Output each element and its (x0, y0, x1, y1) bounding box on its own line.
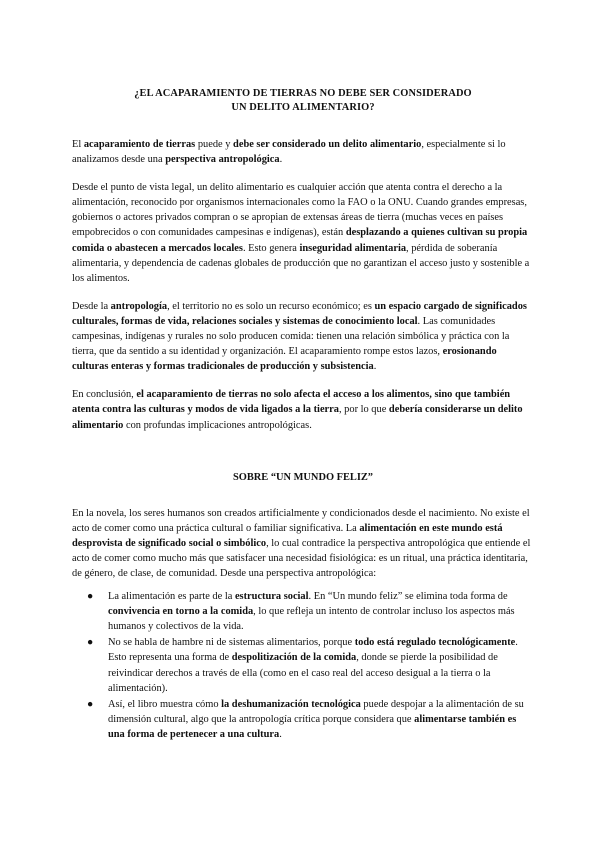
text-run: En la novela, los seres humanos son creados artificialmente y condicionados desde el nacimiento. No existe el acto de comer como una práctica cultural o familiar significativa. La (72, 507, 530, 534)
bold-text: erosionando culturas enteras y formas tradicionales de producción y subsistencia (72, 346, 497, 373)
title-line-2: UN DELITO ALIMENTARIO? (231, 102, 375, 113)
list-item (72, 697, 534, 742)
text-run: , especialmente si lo analizamos desde una (72, 139, 506, 166)
text-run: No se habla de hambre ni de sistemas alimentarios, porque (108, 637, 355, 649)
bold-text: estructura social (234, 591, 309, 603)
bullet-list (72, 589, 534, 742)
text-run: con profundas implicaciones antropológicas. (123, 419, 312, 431)
paragraph-conclusion (72, 387, 534, 432)
list-item-text (108, 637, 518, 693)
bold-text: la deshumanización tecnológica (221, 698, 361, 710)
text-run: . En “Un mundo feliz” se elimina toda forma de (308, 591, 508, 603)
bullet-icon: ● (87, 637, 94, 649)
bold-text: debe ser considerado un delito alimentario (233, 139, 422, 150)
text-run: La alimentación es parte de la (108, 591, 235, 603)
bold-text: convivencia en torno a la comida (108, 606, 254, 618)
text-run: Desde el punto de vista legal, un delito alimentario es cualquier acción que atenta contra el derecho a la alimentación, reconocido por organismos internacionales como la FAO o la ONU. Cuando grandes empresas, gobiernos o actores privados compran o se apropian de extensas áreas de tierra (muchas veces en países empobrecidos o con comunidades campesinas e indígenas), están (72, 182, 527, 239)
document-title (72, 87, 534, 115)
text-run: . (373, 361, 377, 373)
text-run: puede y (195, 139, 234, 150)
bold-text: acaparamiento de tierras (83, 139, 196, 150)
text-run: , el territorio no es solo un recurso económico; es (167, 300, 375, 312)
list-item-text (108, 591, 515, 632)
title-line-1: ¿EL ACAPARAMIENTO DE TIERRAS NO DEBE SER CONSIDERADO (134, 88, 472, 99)
bullet-icon: ● (87, 591, 94, 603)
bold-text: perspectiva antropológica (165, 154, 280, 166)
text-run: , por lo que (338, 404, 389, 416)
text-run: . Las comunidades campesinas, indígenas y rurales no solo producen comida: tienen una relación simbólica y práctica con la tierra, que da sentido a su identidad y organización. El acaparamiento rompe estos lazos, (72, 315, 510, 358)
paragraph-novel (72, 506, 534, 581)
paragraph-legal (72, 180, 534, 286)
text-run: , donde se pierde la posibilidad de reivindicar derechos a través de ella (como en el caso real del acceso desigual a la tierra o la alimentación). (108, 652, 498, 694)
bullet-icon: ● (87, 698, 94, 710)
bold-text: alimentación en este mundo está desprovista de significado social o simbólico (72, 522, 503, 549)
text-run: En conclusión, (72, 389, 137, 401)
text-run: . Esto genera (242, 242, 300, 254)
text-run: . (279, 728, 282, 740)
text-run: Así, el libro muestra cómo (108, 698, 222, 710)
text-run: El (72, 139, 84, 150)
bold-text: desplazando a quienes cultivan su propia comida o abastecen a mercados locales (72, 227, 528, 254)
bold-text: antropología (110, 300, 168, 312)
text-run: . Esto representa una forma de (108, 637, 518, 664)
bold-text: todo está regulado tecnológicamente (354, 637, 516, 649)
bold-text: el acaparamiento de tierras no solo afecta el acceso a los alimentos, sino que también atenta contra las culturas y modos de vida ligados a la tierra (72, 389, 511, 416)
text-run: . (279, 154, 283, 166)
text-run: , lo que refleja un intento de controlar incluso los aspectos más humanos y colectivos de la vida. (108, 606, 515, 633)
text-run: , lo cual contradice la perspectiva antropológica que entiende el acto de comer como mucho más que satisfacer una necesidad fisiológica: es un ritual, una práctica identitaria, de género, de clase, de comunidad. Desde una perspectiva antropológica: (72, 537, 531, 579)
list-item (72, 635, 534, 695)
document-body (72, 87, 534, 743)
paragraph-intro (72, 137, 534, 167)
text-run: , pérdida de soberanía alimentaria, y dependencia de cadenas globales de producción que no garantizan el acceso justo y sostenible a los alimentos. (72, 242, 530, 284)
bold-text: un espacio cargado de significados culturales, formas de vida, relaciones sociales y sistemas de conocimiento local (72, 300, 527, 327)
list-item (72, 589, 534, 634)
text-run: puede despojar a la alimentación de su dimensión cultural, algo que la antropología crítica porque considera que (108, 698, 524, 725)
paragraph-anthropology (72, 299, 534, 374)
text-run: Desde la (72, 300, 111, 312)
section-title: SOBRE “UN MUNDO FELIZ” (233, 471, 373, 483)
bold-text: alimentarse también es una forma de pertenecer a una cultura (108, 713, 517, 740)
bold-text: despolitización de la comida (231, 652, 357, 664)
list-item-text (108, 699, 524, 740)
bold-text: debería considerarse un delito alimentario (72, 404, 523, 431)
bold-text: inseguridad alimentaria (299, 242, 407, 254)
